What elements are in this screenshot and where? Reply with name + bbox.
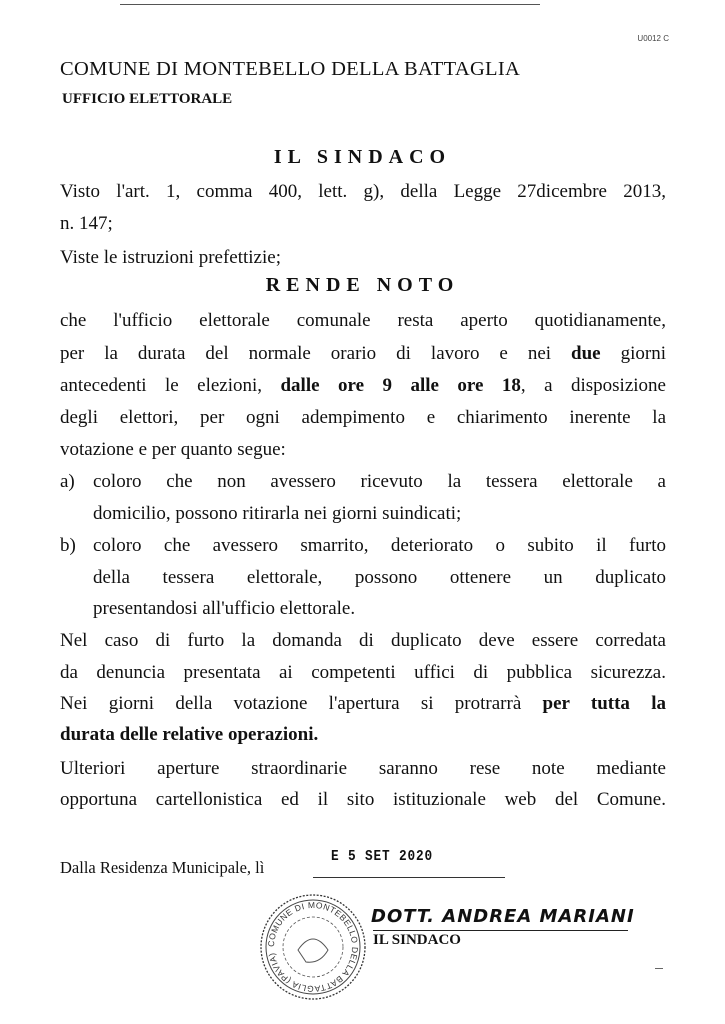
document-title: IL SINDACO: [273, 146, 452, 168]
top-scan-line: [120, 4, 540, 5]
svg-text:COMUNE DI MONTEBELLO DELLA BAT: [266, 900, 360, 994]
announcement-heading: RENDE NOTO: [265, 274, 460, 296]
body-line-3: antecedenti le elezioni, dalle ore 9 alle ore 18, a disposizione: [60, 375, 666, 396]
item-a-label: a): [60, 471, 75, 492]
body-line-2: per la durata del normale orario di lavoro e nei due giorni: [60, 343, 666, 364]
notes-line-6: opportuna cartellonistica ed il sito istituzionale web del Comune.: [60, 789, 666, 810]
date-underline: [313, 877, 505, 878]
municipal-seal: [258, 892, 368, 1002]
date-stamp: E 5 SET 2020: [331, 848, 434, 865]
item-b-line-2: della tessera elettorale, possono ottenere un duplicato: [93, 567, 666, 588]
item-b-line-3: presentandosi all'ufficio elettorale.: [93, 598, 356, 619]
dated-label: Dalla Residenza Municipale, lì: [60, 858, 265, 877]
notes-line-2: da denuncia presentata ai competenti uffici di pubblica sicurezza.: [60, 662, 666, 683]
document-code: U0012 C: [637, 34, 669, 43]
office-name: UFFICIO ELETTORALE: [62, 91, 233, 107]
notes-line-1: Nel caso di furto la domanda di duplicato deve essere corredata: [60, 630, 666, 651]
body-line-5: votazione e per quanto segue:: [60, 439, 286, 460]
mayor-signature: DOTT. ANDREA MARIANI: [371, 906, 635, 927]
premise-line-3: Viste le istruzioni prefettizie;: [60, 247, 281, 268]
scan-mark: [655, 968, 663, 969]
body-line-4: degli elettori, per ogni adempimento e chiarimento inerente la: [60, 407, 666, 428]
notes-line-4: durata delle relative operazioni.: [60, 724, 319, 745]
seal-lettering: COMUNE DI MONTEBELLO DELLA BATTAGLIA (PAVIA): [265, 899, 361, 995]
signature-underline: [373, 930, 628, 931]
item-a-line-2: domicilio, possono ritirarla nei giorni suindicati;: [93, 503, 462, 524]
municipality-name: COMUNE DI MONTEBELLO DELLA BATTAGLIA: [60, 58, 521, 80]
item-a-line-1: coloro che non avessero ricevuto la tessera elettorale a: [93, 471, 666, 492]
notes-line-3: Nei giorni della votazione l'apertura si protrarrà per tutta la: [60, 693, 666, 714]
item-b-label: b): [60, 535, 76, 556]
mayor-title: IL SINDACO: [373, 932, 461, 948]
premise-line-1: Visto l'art. 1, comma 400, lett. g), della Legge 27dicembre 2013,: [60, 181, 666, 202]
item-b-line-1: coloro che avessero smarrito, deteriorato o subito il furto: [93, 535, 666, 556]
notes-line-5: Ulteriori aperture straordinarie saranno rese note mediante: [60, 758, 666, 779]
body-line-1: che l'ufficio elettorale comunale resta aperto quotidianamente,: [60, 310, 666, 331]
premise-line-2: n. 147;: [60, 213, 113, 234]
